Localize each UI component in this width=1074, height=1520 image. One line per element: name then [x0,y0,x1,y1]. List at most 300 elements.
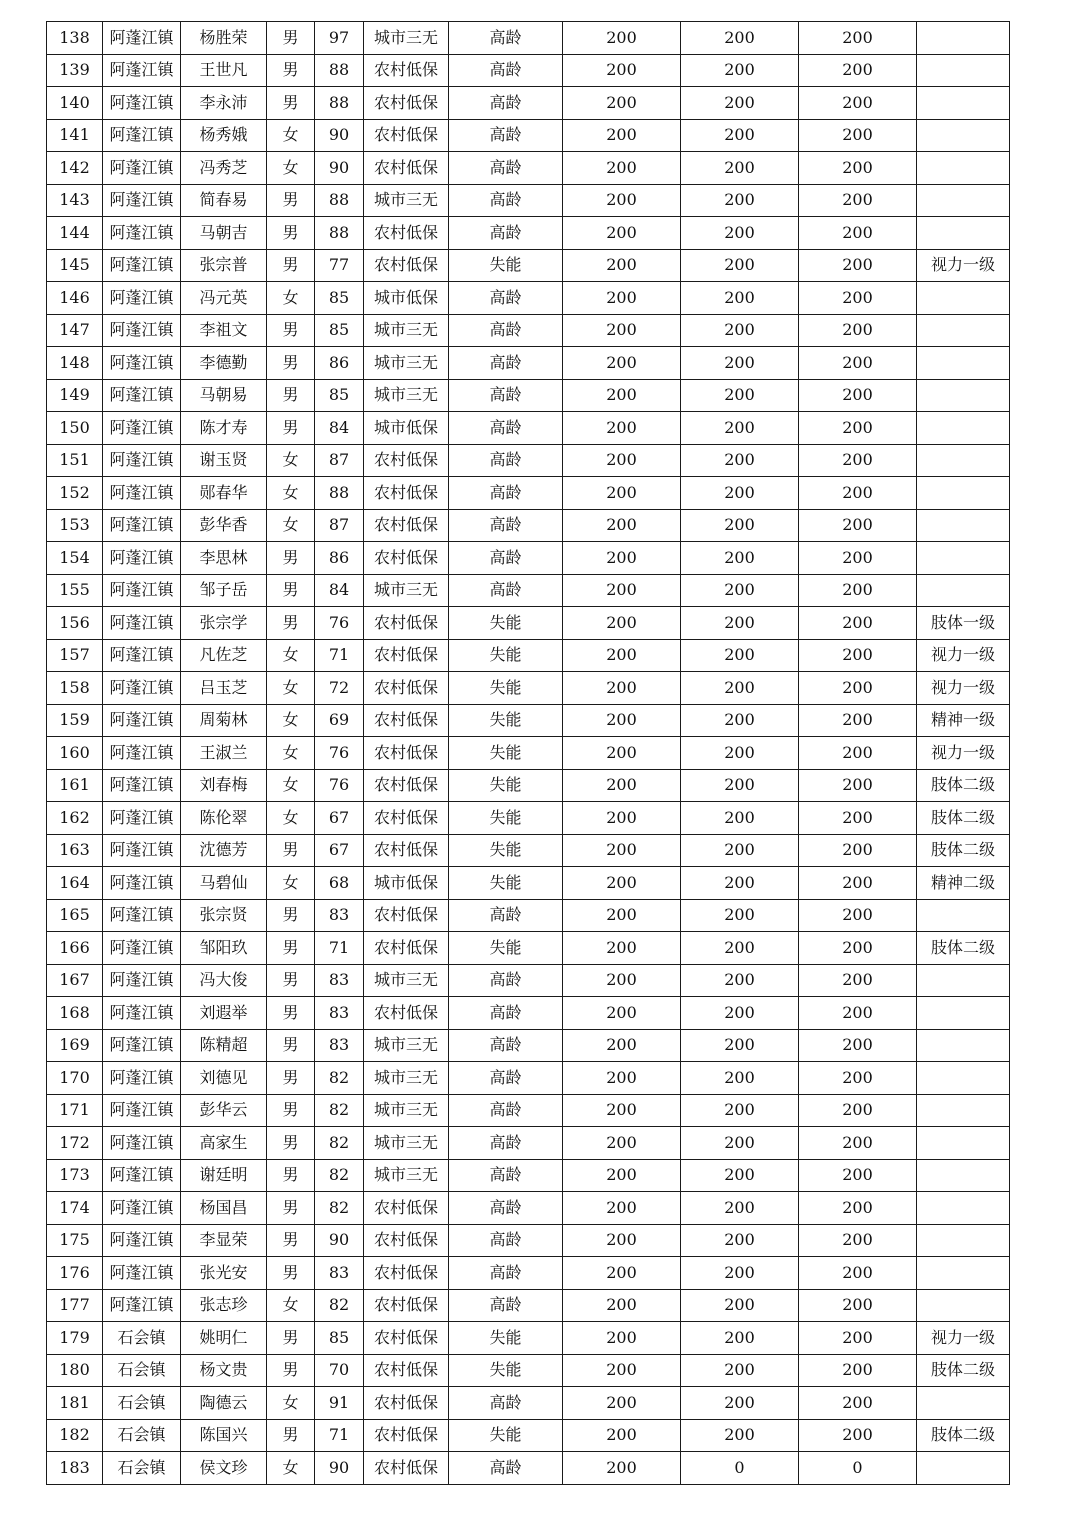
cell-row-number: 139 [47,54,103,87]
cell-amount-3: 200 [799,152,917,185]
cell-amount-3: 200 [799,184,917,217]
cell-subsidy-type: 高龄 [449,1452,563,1485]
cell-town: 阿蓬江镇 [103,1224,181,1257]
cell-town: 阿蓬江镇 [103,574,181,607]
cell-amount-2: 200 [681,217,799,250]
cell-amount-2: 200 [681,509,799,542]
cell-subsidy-type: 失能 [449,1354,563,1387]
cell-age: 84 [315,574,364,607]
cell-subsidy-type: 失能 [449,834,563,867]
cell-disability-note [917,1289,1010,1322]
cell-disability-note: 精神一级 [917,704,1010,737]
cell-amount-1: 200 [563,932,681,965]
cell-subsidy-type: 高龄 [449,1257,563,1290]
cell-disability-note [917,347,1010,380]
cell-subsidy-type: 失能 [449,1419,563,1452]
cell-amount-3: 200 [799,444,917,477]
cell-name: 王淑兰 [181,737,267,770]
cell-category: 农村低保 [364,1289,449,1322]
table-body [47,22,1010,1485]
cell-category: 城市三无 [364,184,449,217]
cell-town: 阿蓬江镇 [103,834,181,867]
cell-town: 阿蓬江镇 [103,54,181,87]
cell-town: 阿蓬江镇 [103,867,181,900]
cell-name: 刘德见 [181,1062,267,1095]
cell-subsidy-type: 高龄 [449,347,563,380]
table-row [47,1127,1010,1160]
cell-disability-note [917,217,1010,250]
cell-age: 97 [315,22,364,55]
cell-subsidy-type: 高龄 [449,1029,563,1062]
cell-amount-3: 200 [799,672,917,705]
cell-gender: 男 [267,1094,315,1127]
cell-category: 农村低保 [364,152,449,185]
cell-gender: 男 [267,607,315,640]
cell-name: 吕玉芝 [181,672,267,705]
cell-subsidy-type: 高龄 [449,1062,563,1095]
cell-amount-2: 200 [681,1127,799,1160]
cell-amount-3: 200 [799,119,917,152]
cell-amount-1: 200 [563,542,681,575]
cell-age: 90 [315,1452,364,1485]
cell-amount-2: 200 [681,1354,799,1387]
cell-amount-3: 200 [799,87,917,120]
cell-amount-3: 200 [799,834,917,867]
cell-disability-note: 视力一级 [917,672,1010,705]
table-row [47,769,1010,802]
cell-gender: 女 [267,477,315,510]
cell-row-number: 179 [47,1322,103,1355]
cell-name: 谢玉贤 [181,444,267,477]
cell-amount-1: 200 [563,1159,681,1192]
cell-gender: 男 [267,964,315,997]
cell-subsidy-type: 高龄 [449,1192,563,1225]
cell-disability-note [917,1452,1010,1485]
cell-amount-1: 200 [563,867,681,900]
table-row [47,1387,1010,1420]
cell-disability-note: 精神二级 [917,867,1010,900]
cell-row-number: 156 [47,607,103,640]
table-row [47,119,1010,152]
cell-amount-2: 200 [681,704,799,737]
cell-category: 农村低保 [364,1257,449,1290]
cell-amount-3: 200 [799,1062,917,1095]
table-row [47,1322,1010,1355]
cell-category: 农村低保 [364,704,449,737]
cell-name: 杨秀娥 [181,119,267,152]
cell-category: 农村低保 [364,802,449,835]
table-row [47,152,1010,185]
cell-disability-note [917,509,1010,542]
cell-row-number: 145 [47,249,103,282]
cell-amount-1: 200 [563,314,681,347]
table-row [47,22,1010,55]
table-row [47,54,1010,87]
cell-amount-2: 200 [681,249,799,282]
cell-age: 72 [315,672,364,705]
cell-gender: 女 [267,444,315,477]
cell-category: 农村低保 [364,1452,449,1485]
cell-gender: 男 [267,1029,315,1062]
cell-gender: 男 [267,574,315,607]
cell-row-number: 166 [47,932,103,965]
subsidy-table [46,21,1010,1485]
cell-disability-note [917,1094,1010,1127]
cell-amount-2: 200 [681,834,799,867]
cell-amount-2: 200 [681,542,799,575]
cell-name: 刘春梅 [181,769,267,802]
cell-amount-3: 200 [799,542,917,575]
cell-subsidy-type: 高龄 [449,1289,563,1322]
cell-name: 张宗学 [181,607,267,640]
cell-gender: 男 [267,1322,315,1355]
cell-disability-note [917,379,1010,412]
cell-amount-2: 200 [681,412,799,445]
cell-age: 91 [315,1387,364,1420]
cell-amount-3: 200 [799,704,917,737]
cell-disability-note: 视力一级 [917,639,1010,672]
cell-category: 城市三无 [364,1094,449,1127]
cell-town: 阿蓬江镇 [103,672,181,705]
cell-amount-3: 0 [799,1452,917,1485]
cell-subsidy-type: 高龄 [449,1127,563,1160]
cell-disability-note: 肢体二级 [917,932,1010,965]
cell-subsidy-type: 高龄 [449,1159,563,1192]
table-row [47,249,1010,282]
cell-amount-3: 200 [799,1419,917,1452]
cell-amount-2: 200 [681,1192,799,1225]
cell-row-number: 175 [47,1224,103,1257]
cell-name: 马朝易 [181,379,267,412]
cell-age: 83 [315,964,364,997]
cell-amount-1: 200 [563,834,681,867]
cell-category: 农村低保 [364,509,449,542]
cell-category: 农村低保 [364,444,449,477]
cell-amount-1: 200 [563,1387,681,1420]
cell-age: 69 [315,704,364,737]
cell-age: 88 [315,87,364,120]
cell-amount-2: 200 [681,867,799,900]
cell-age: 83 [315,1257,364,1290]
cell-subsidy-type: 高龄 [449,1224,563,1257]
cell-row-number: 173 [47,1159,103,1192]
cell-disability-note [917,314,1010,347]
cell-town: 阿蓬江镇 [103,607,181,640]
cell-amount-2: 200 [681,899,799,932]
cell-age: 90 [315,152,364,185]
cell-name: 陶德云 [181,1387,267,1420]
cell-disability-note [917,282,1010,315]
cell-category: 农村低保 [364,672,449,705]
cell-gender: 女 [267,867,315,900]
table-row [47,1354,1010,1387]
cell-disability-note [917,412,1010,445]
cell-amount-1: 200 [563,997,681,1030]
cell-town: 阿蓬江镇 [103,1029,181,1062]
cell-name: 邹阳玖 [181,932,267,965]
cell-amount-1: 200 [563,87,681,120]
cell-amount-3: 200 [799,1387,917,1420]
cell-disability-note: 视力一级 [917,249,1010,282]
cell-gender: 男 [267,87,315,120]
cell-category: 城市三无 [364,22,449,55]
cell-age: 85 [315,282,364,315]
cell-town: 石会镇 [103,1419,181,1452]
cell-amount-2: 200 [681,54,799,87]
table-row [47,802,1010,835]
cell-disability-note [917,1127,1010,1160]
cell-category: 城市三无 [364,314,449,347]
cell-disability-note [917,477,1010,510]
cell-gender: 男 [267,899,315,932]
cell-name: 姚明仁 [181,1322,267,1355]
cell-amount-2: 200 [681,1257,799,1290]
cell-gender: 女 [267,282,315,315]
cell-category: 农村低保 [364,54,449,87]
table-row [47,184,1010,217]
cell-age: 67 [315,834,364,867]
cell-name: 沈德芳 [181,834,267,867]
table-row [47,964,1010,997]
cell-town: 阿蓬江镇 [103,1127,181,1160]
cell-amount-2: 200 [681,1094,799,1127]
cell-amount-3: 200 [799,509,917,542]
table-row [47,1159,1010,1192]
cell-disability-note [917,574,1010,607]
cell-gender: 女 [267,1289,315,1322]
cell-amount-3: 200 [799,932,917,965]
cell-gender: 男 [267,314,315,347]
cell-gender: 女 [267,769,315,802]
cell-amount-2: 200 [681,22,799,55]
cell-amount-1: 200 [563,1322,681,1355]
cell-disability-note [917,1159,1010,1192]
cell-subsidy-type: 高龄 [449,412,563,445]
cell-name: 刘遐举 [181,997,267,1030]
cell-gender: 女 [267,1452,315,1485]
cell-name: 李思林 [181,542,267,575]
cell-subsidy-type: 高龄 [449,542,563,575]
cell-age: 86 [315,542,364,575]
cell-age: 82 [315,1159,364,1192]
cell-row-number: 163 [47,834,103,867]
cell-name: 杨胜荣 [181,22,267,55]
cell-gender: 女 [267,1387,315,1420]
cell-age: 82 [315,1127,364,1160]
cell-amount-1: 200 [563,119,681,152]
table-row [47,217,1010,250]
cell-amount-1: 200 [563,22,681,55]
cell-category: 农村低保 [364,997,449,1030]
cell-town: 阿蓬江镇 [103,964,181,997]
cell-age: 87 [315,444,364,477]
cell-disability-note: 肢体二级 [917,834,1010,867]
cell-disability-note: 肢体二级 [917,802,1010,835]
cell-row-number: 171 [47,1094,103,1127]
cell-amount-3: 200 [799,347,917,380]
cell-row-number: 150 [47,412,103,445]
cell-disability-note [917,87,1010,120]
cell-category: 农村低保 [364,1354,449,1387]
cell-name: 彭华云 [181,1094,267,1127]
cell-amount-3: 200 [799,867,917,900]
cell-amount-3: 200 [799,1354,917,1387]
cell-category: 农村低保 [364,249,449,282]
cell-amount-2: 0 [681,1452,799,1485]
cell-gender: 女 [267,802,315,835]
cell-amount-2: 200 [681,802,799,835]
cell-subsidy-type: 高龄 [449,54,563,87]
cell-amount-1: 200 [563,1127,681,1160]
cell-age: 88 [315,184,364,217]
cell-amount-3: 200 [799,412,917,445]
cell-subsidy-type: 高龄 [449,119,563,152]
cell-amount-3: 200 [799,1159,917,1192]
cell-amount-3: 200 [799,964,917,997]
cell-category: 城市三无 [364,347,449,380]
cell-disability-note [917,184,1010,217]
cell-amount-2: 200 [681,314,799,347]
cell-amount-2: 200 [681,119,799,152]
cell-gender: 男 [267,249,315,282]
cell-gender: 女 [267,672,315,705]
cell-amount-1: 200 [563,184,681,217]
cell-subsidy-type: 失能 [449,704,563,737]
cell-age: 76 [315,607,364,640]
cell-town: 阿蓬江镇 [103,802,181,835]
cell-disability-note: 视力一级 [917,737,1010,770]
cell-row-number: 172 [47,1127,103,1160]
cell-gender: 男 [267,834,315,867]
cell-amount-3: 200 [799,997,917,1030]
cell-amount-2: 200 [681,964,799,997]
cell-category: 城市三无 [364,1127,449,1160]
cell-category: 农村低保 [364,607,449,640]
cell-disability-note [917,22,1010,55]
cell-category: 城市三无 [364,1062,449,1095]
cell-age: 71 [315,1419,364,1452]
cell-age: 71 [315,932,364,965]
cell-name: 周菊林 [181,704,267,737]
cell-disability-note: 肢体一级 [917,607,1010,640]
table-row [47,834,1010,867]
cell-age: 67 [315,802,364,835]
cell-amount-1: 200 [563,1192,681,1225]
cell-age: 82 [315,1062,364,1095]
cell-amount-1: 200 [563,1354,681,1387]
cell-town: 阿蓬江镇 [103,899,181,932]
cell-amount-3: 200 [799,737,917,770]
cell-town: 阿蓬江镇 [103,477,181,510]
cell-gender: 男 [267,1257,315,1290]
table-row [47,1062,1010,1095]
cell-row-number: 181 [47,1387,103,1420]
cell-name: 侯文珍 [181,1452,267,1485]
cell-gender: 女 [267,639,315,672]
cell-amount-2: 200 [681,477,799,510]
cell-disability-note [917,152,1010,185]
cell-amount-1: 200 [563,769,681,802]
cell-category: 农村低保 [364,87,449,120]
cell-amount-1: 200 [563,477,681,510]
cell-amount-2: 200 [681,574,799,607]
cell-gender: 男 [267,1419,315,1452]
cell-amount-2: 200 [681,1289,799,1322]
cell-row-number: 158 [47,672,103,705]
cell-amount-2: 200 [681,1062,799,1095]
cell-age: 88 [315,477,364,510]
cell-subsidy-type: 高龄 [449,314,563,347]
cell-amount-2: 200 [681,769,799,802]
cell-amount-1: 200 [563,607,681,640]
cell-row-number: 170 [47,1062,103,1095]
table-row [47,1419,1010,1452]
cell-town: 阿蓬江镇 [103,119,181,152]
cell-name: 郧春华 [181,477,267,510]
cell-gender: 女 [267,152,315,185]
cell-gender: 男 [267,1354,315,1387]
cell-name: 李德勤 [181,347,267,380]
table-row [47,574,1010,607]
cell-amount-3: 200 [799,379,917,412]
cell-gender: 男 [267,1127,315,1160]
cell-amount-1: 200 [563,379,681,412]
cell-town: 阿蓬江镇 [103,282,181,315]
cell-amount-1: 200 [563,152,681,185]
cell-amount-1: 200 [563,1094,681,1127]
cell-category: 城市三无 [364,379,449,412]
cell-town: 阿蓬江镇 [103,184,181,217]
cell-amount-3: 200 [799,217,917,250]
cell-row-number: 143 [47,184,103,217]
cell-row-number: 183 [47,1452,103,1485]
cell-amount-3: 200 [799,574,917,607]
cell-subsidy-type: 高龄 [449,217,563,250]
cell-subsidy-type: 高龄 [449,152,563,185]
cell-row-number: 157 [47,639,103,672]
cell-gender: 男 [267,347,315,380]
cell-amount-2: 200 [681,932,799,965]
table-row [47,412,1010,445]
cell-amount-3: 200 [799,607,917,640]
cell-name: 冯元英 [181,282,267,315]
cell-age: 77 [315,249,364,282]
cell-subsidy-type: 高龄 [449,87,563,120]
cell-disability-note [917,542,1010,575]
cell-name: 冯秀芝 [181,152,267,185]
cell-age: 82 [315,1094,364,1127]
cell-row-number: 144 [47,217,103,250]
cell-category: 农村低保 [364,932,449,965]
cell-amount-3: 200 [799,282,917,315]
cell-category: 城市三无 [364,574,449,607]
cell-gender: 男 [267,1062,315,1095]
cell-subsidy-type: 高龄 [449,282,563,315]
cell-disability-note [917,964,1010,997]
cell-disability-note [917,54,1010,87]
cell-subsidy-type: 高龄 [449,184,563,217]
cell-row-number: 180 [47,1354,103,1387]
cell-row-number: 161 [47,769,103,802]
cell-category: 城市三无 [364,964,449,997]
cell-subsidy-type: 失能 [449,1322,563,1355]
table-row [47,1192,1010,1225]
cell-town: 阿蓬江镇 [103,1094,181,1127]
cell-subsidy-type: 失能 [449,867,563,900]
cell-amount-1: 200 [563,639,681,672]
table-row [47,1094,1010,1127]
cell-name: 陈才寿 [181,412,267,445]
